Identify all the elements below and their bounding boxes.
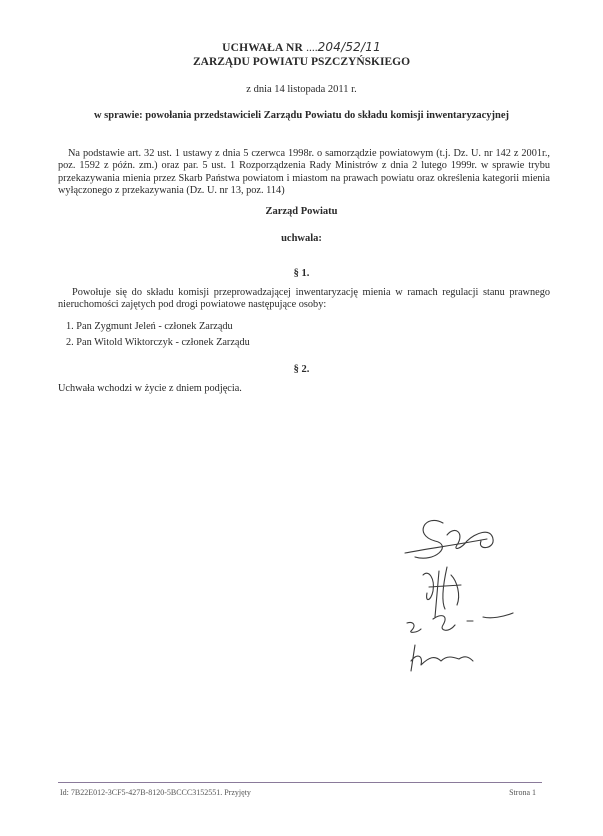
section-2-heading: § 2. xyxy=(293,364,310,375)
board-name: ZARZĄDU POWIATU PSZCZYŃSKIEGO xyxy=(192,56,411,68)
resolution-subject: w sprawie: powołania przedstawicieli Zarządu Powiatu do składu komisji inwentaryzacyjnej xyxy=(93,110,510,121)
resolver-heading: Zarząd Powiatu xyxy=(265,206,338,217)
resolution-number: 204/52/11 xyxy=(317,40,381,54)
section-1-text: Powołuje się do składu komisji przeprowadzającej inwentaryzację mienia w ramach regulacji stanu prawnego nieruchomości zajętych pod drogi powiatowe następujące osoby: xyxy=(58,287,550,311)
resolution-title-prefix: UCHWAŁA NR xyxy=(222,42,307,54)
handwritten-signatures xyxy=(395,505,535,675)
section-2-paragraph: Uchwała wchodzi w życie z dniem podjęcia. xyxy=(58,383,242,394)
section-1-heading: § 1. xyxy=(293,268,310,279)
resolves-heading: uchwala: xyxy=(281,233,322,244)
resolution-number-dots: .... xyxy=(306,42,318,54)
page-number: Strona 1 xyxy=(509,788,536,797)
list-item: 2. Pan Witold Wiktorczyk - członek Zarządu xyxy=(66,337,250,348)
document-id: Id: 7B22E012-3CF5-427B-8120-5BCCC3152551. Przyjęty xyxy=(60,788,251,797)
legal-basis-paragraph: Na podstawie art. 32 ust. 1 ustawy z dnia 5 czerwca 1998r. o samorządzie powiatowym (t.j. Dz. U. nr 142 z 2001r., poz. 1592 z późn. zm.) oraz par. 5 ust. 1 Rozporządzenia Rady Ministrów z dnia 2 lutego 1999r. w sprawie trybu przekazywania mienia przez Skarb Państwa powiatom i miastom na prawach powiatu oraz określenia kategorii mienia wyłączonego z przekazywania (Dz. U. nr 13, poz. 114) xyxy=(58,148,550,196)
list-item: 1. Pan Zygmunt Jeleń - członek Zarządu xyxy=(66,321,233,332)
resolution-title xyxy=(0,40,603,54)
resolution-date: z dnia 14 listopada 2011 r. xyxy=(246,84,357,95)
section-1-paragraph xyxy=(58,287,550,312)
footer-divider xyxy=(58,782,542,783)
